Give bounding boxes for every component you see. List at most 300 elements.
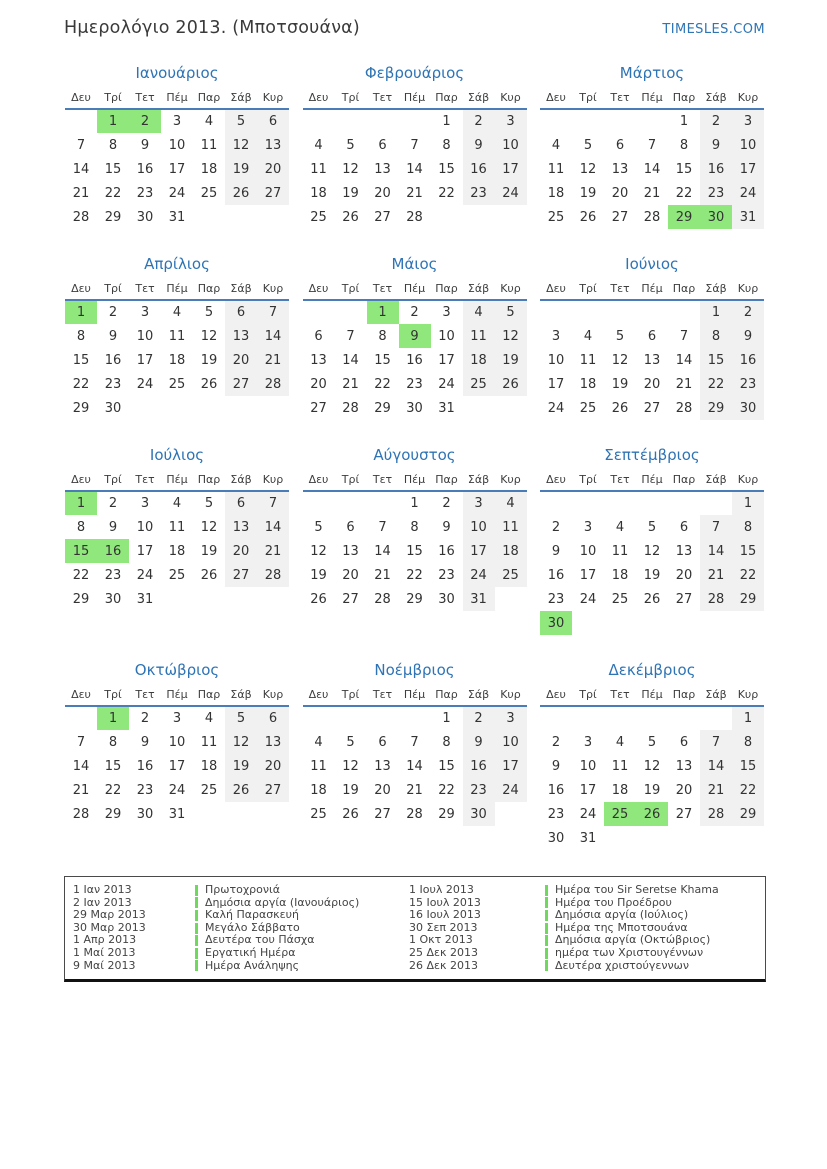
day-cell: 31 [579,830,597,846]
weekday-header: Παρ [193,89,225,109]
day-cell: 27 [225,563,257,587]
legend-holiday-label: Δημόσια αργία (Ιανουάριος) [205,895,360,909]
day-cell: 29 [732,802,764,826]
holiday-marker-icon [195,897,198,908]
day-cell: 7 [257,300,289,324]
day-cell: 4 [495,491,527,515]
holiday-marker-icon [195,935,198,946]
weekday-header: Τετ [129,471,161,491]
weekday-header: Κυρ [257,280,289,300]
day-cell: 3 [172,711,182,726]
legend-date: 16 Ιουλ 2013 [409,908,481,922]
weekday-header: Σάβ [463,280,495,300]
legend-date: 30 Μαρ 2013 [73,920,146,934]
month-table [303,280,527,420]
day-cell: 11 [200,137,218,153]
month-title: Νοέμβριος [374,661,455,679]
day-cell-empty [225,587,257,611]
day-cell: 29 [406,591,423,607]
legend-holiday-name [545,960,759,973]
weekday-header: Παρ [431,280,463,300]
day-cell: 8 [108,137,118,153]
day-cell-empty [303,109,335,133]
day-cell: 17 [168,758,186,774]
day-cell: 24 [168,185,186,201]
day-cell: 4 [551,137,561,153]
day-cell: 22 [700,372,732,396]
day-cell: 20 [225,348,257,372]
day-cell: 16 [438,543,455,559]
day-cell: 8 [76,328,86,344]
holiday-marker-icon [195,885,198,896]
day-cell: 13 [611,161,629,177]
day-cell-empty [572,611,604,635]
day-cell-empty [463,396,495,420]
day-cell: 13 [225,324,257,348]
day-cell: 27 [675,806,693,822]
day-cell: 4 [463,300,495,324]
day-cell-empty [636,491,668,515]
day-cell: 16 [463,157,495,181]
day-cell: 12 [310,543,327,559]
day-cell: 4 [583,328,593,344]
weekday-header: Τετ [367,686,399,706]
weekday-header: Τρί [572,89,604,109]
day-cell-empty [540,491,572,515]
day-cell: 28 [406,806,423,822]
day-cell: 16 [700,157,732,181]
day-cell-empty [604,109,636,133]
weekday-header: Πέμ [636,686,668,706]
weekday-header: Τετ [367,89,399,109]
weekday-header: Πέμ [636,89,668,109]
day-cell: 25 [310,209,327,225]
day-cell: 30 [406,400,423,416]
weekday-header: Τετ [604,686,636,706]
day-cell: 22 [675,185,693,201]
day-cell: 9 [108,328,118,344]
day-cell: 2 [551,734,561,750]
day-cell: 1 [97,109,129,133]
month-3 [539,64,765,229]
day-cell: 29 [700,396,732,420]
day-cell-empty [335,491,367,515]
day-cell: 6 [346,519,355,535]
day-cell: 5 [204,496,214,511]
day-cell: 2 [410,305,419,320]
day-cell: 28 [700,802,732,826]
day-cell: 26 [636,802,668,826]
weekday-header: Δευ [540,89,572,109]
weekday-header: Παρ [193,471,225,491]
day-cell: 11 [579,352,597,368]
day-cell: 21 [72,782,90,798]
day-cell: 6 [647,328,657,344]
day-cell: 10 [136,519,154,535]
day-cell: 24 [136,567,154,583]
month-title: Ιούνιος [625,255,679,273]
day-cell-empty [540,300,572,324]
day-cell: 5 [346,734,355,750]
day-cell-empty [399,109,431,133]
weekday-header: Πέμ [399,280,431,300]
day-cell: 10 [579,758,597,774]
day-cell: 24 [495,778,527,802]
day-cell: 19 [643,782,661,798]
day-cell: 4 [204,114,214,129]
day-cell-empty [540,109,572,133]
weekday-header: Σάβ [225,471,257,491]
weekday-header: Κυρ [732,686,764,706]
weekday-header: Τετ [367,471,399,491]
holiday-marker-icon [545,897,548,908]
day-cell: 27 [342,591,359,607]
day-cell: 28 [643,209,661,225]
day-cell: 22 [72,376,90,392]
day-cell: 20 [643,376,661,392]
day-cell: 18 [200,161,218,177]
day-cell: 1 [700,300,732,324]
day-cell: 29 [668,205,700,229]
day-cell: 22 [406,567,423,583]
weekday-header: Κυρ [257,686,289,706]
weekday-header: Παρ [431,89,463,109]
day-cell: 14 [342,352,359,368]
day-cell: 11 [168,328,186,344]
day-cell: 22 [732,563,764,587]
day-cell: 9 [442,519,451,535]
day-cell: 26 [310,591,327,607]
legend-holiday-label: ημέρα των Χριστουγέννων [555,945,704,959]
day-cell-empty [399,706,431,730]
day-cell: 9 [700,133,732,157]
legend-holiday-label: Ημέρα του Προέδρου [555,895,672,909]
weekday-header: Δευ [65,686,97,706]
day-cell: 9 [463,133,495,157]
day-cell: 20 [225,539,257,563]
day-cell: 5 [495,300,527,324]
day-cell: 28 [406,209,423,225]
day-cell: 1 [367,300,399,324]
day-cell: 16 [97,539,129,563]
month-title: Ιούλιος [149,446,205,464]
holiday-marker-icon [545,910,548,921]
day-cell: 22 [438,782,455,798]
legend-holiday-name [545,947,759,960]
day-cell-empty [495,802,527,826]
holiday-marker-icon [545,935,548,946]
weekday-header: Κυρ [495,89,527,109]
day-cell: 2 [551,519,561,535]
day-cell: 5 [346,137,355,153]
day-cell: 12 [225,730,257,754]
day-cell: 21 [72,185,90,201]
month-8 [302,446,528,611]
legend-column-left [73,884,403,972]
day-cell: 12 [342,161,359,177]
day-cell-empty [335,300,367,324]
day-cell: 1 [410,496,419,511]
day-cell: 24 [547,400,565,416]
day-cell-empty [367,109,399,133]
day-cell-empty [572,109,604,133]
day-cell-empty [572,706,604,730]
day-cell: 15 [104,161,122,177]
day-cell: 24 [136,376,154,392]
day-cell: 30 [463,802,495,826]
month-table [65,89,289,229]
day-cell: 25 [168,567,186,583]
weekday-header: Κυρ [257,89,289,109]
day-cell: 12 [225,133,257,157]
month-6 [539,255,765,420]
day-cell: 21 [406,185,423,201]
day-cell: 12 [495,324,527,348]
day-cell: 18 [310,782,327,798]
day-cell: 25 [604,802,636,826]
day-cell: 16 [406,352,423,368]
weekday-header: Παρ [668,280,700,300]
day-cell: 9 [551,543,561,559]
day-cell: 30 [136,806,154,822]
day-cell-empty [193,587,225,611]
page-title: Ημερολόγιο 2013. (Μποτσουάνα) [64,18,360,38]
day-cell: 14 [406,758,423,774]
day-cell: 2 [463,706,495,730]
day-cell: 3 [140,305,150,320]
day-cell: 31 [168,209,186,225]
day-cell: 19 [611,376,629,392]
day-cell: 7 [378,519,387,535]
day-cell: 27 [257,778,289,802]
day-cell: 8 [410,519,419,535]
day-cell: 4 [615,734,625,750]
day-cell: 31 [732,205,764,229]
day-cell: 10 [463,515,495,539]
day-cell: 17 [579,782,597,798]
day-cell: 24 [495,181,527,205]
day-cell: 22 [104,782,122,798]
day-cell: 15 [732,754,764,778]
day-cell: 10 [136,328,154,344]
day-cell: 9 [399,324,431,348]
month-title: Οκτώβριος [134,661,220,679]
day-cell: 19 [342,782,359,798]
weekday-header: Τετ [129,280,161,300]
day-cell: 18 [168,543,186,559]
day-cell: 1 [97,706,129,730]
day-cell-empty [604,491,636,515]
month-title: Σεπτέμβριος [604,446,700,464]
month-10 [64,661,290,826]
legend-holiday-label: Δευτέρα χριστούγεννων [555,958,689,972]
day-cell: 26 [643,591,661,607]
day-cell-empty [65,109,97,133]
day-cell: 11 [310,758,327,774]
day-cell: 9 [140,734,150,750]
legend-date: 26 Δεκ 2013 [409,958,478,972]
weekday-header: Σάβ [700,280,732,300]
month-title: Φεβρουάριος [364,64,465,82]
weekday-header: Κυρ [732,89,764,109]
day-cell: 5 [225,706,257,730]
day-cell: 20 [257,157,289,181]
day-cell: 7 [647,137,657,153]
day-cell: 1 [442,114,451,129]
day-cell: 28 [374,591,391,607]
day-cell: 25 [463,372,495,396]
month-table [65,471,289,611]
day-cell: 5 [647,734,657,750]
holiday-marker-icon [545,923,548,934]
month-table [303,471,527,611]
day-cell: 11 [495,515,527,539]
day-cell-empty [604,300,636,324]
day-cell-empty [636,300,668,324]
day-cell: 23 [700,181,732,205]
day-cell-empty [367,706,399,730]
day-cell: 1 [442,711,451,726]
day-cell: 31 [136,591,154,607]
day-cell: 29 [374,400,391,416]
day-cell: 9 [551,758,561,774]
day-cell-empty [668,491,700,515]
legend-holiday-label: Πρωτοχρονιά [205,883,281,896]
weekday-header: Πέμ [161,89,193,109]
weekday-header: Δευ [65,280,97,300]
day-cell: 12 [611,352,629,368]
day-cell: 17 [547,376,565,392]
day-cell: 4 [314,137,323,153]
weekday-header: Τρί [572,686,604,706]
weekday-header: Τετ [129,89,161,109]
day-cell: 13 [225,515,257,539]
day-cell: 15 [438,758,455,774]
weekday-header: Πέμ [399,471,431,491]
day-cell: 1 [65,491,97,515]
day-cell: 7 [76,734,86,750]
day-cell: 22 [72,567,90,583]
day-cell: 23 [463,778,495,802]
month-title: Ιανουάριος [135,64,219,82]
weekday-header: Πέμ [636,280,668,300]
month-table [540,471,764,635]
day-cell: 28 [72,209,90,225]
day-cell: 24 [579,806,597,822]
day-cell: 28 [257,372,289,396]
day-cell: 5 [314,519,323,535]
day-cell: 10 [495,730,527,754]
day-cell: 29 [732,587,764,611]
day-cell: 18 [310,185,327,201]
day-cell: 24 [579,591,597,607]
page-header [64,18,765,38]
month-table [540,280,764,420]
day-cell: 29 [72,400,90,416]
day-cell: 16 [547,567,565,583]
day-cell: 21 [643,185,661,201]
day-cell: 8 [700,324,732,348]
day-cell: 11 [168,519,186,535]
day-cell-empty [193,205,225,229]
day-cell: 8 [679,137,689,153]
day-cell: 25 [310,806,327,822]
day-cell: 21 [257,348,289,372]
day-cell-empty [257,396,289,420]
day-cell: 25 [611,591,629,607]
weekday-header: Παρ [668,686,700,706]
day-cell: 4 [615,519,625,535]
day-cell-empty [335,109,367,133]
day-cell: 14 [675,352,693,368]
day-cell-empty [303,300,335,324]
day-cell-empty [65,706,97,730]
day-cell: 9 [732,324,764,348]
day-cell: 12 [643,758,661,774]
day-cell: 6 [225,491,257,515]
day-cell: 3 [551,328,561,344]
day-cell: 30 [732,396,764,420]
day-cell-empty [668,826,700,850]
day-cell: 30 [700,205,732,229]
weekday-header: Δευ [303,89,335,109]
day-cell: 8 [442,734,451,750]
day-cell: 11 [611,758,629,774]
day-cell: 8 [442,137,451,153]
day-cell: 21 [406,782,423,798]
day-cell-empty [604,611,636,635]
weekday-header: Πέμ [161,686,193,706]
weekday-header: Σάβ [700,686,732,706]
day-cell: 15 [732,539,764,563]
day-cell-empty [303,491,335,515]
day-cell: 31 [168,806,186,822]
day-cell: 2 [732,300,764,324]
weekday-header: Τρί [335,89,367,109]
holiday-marker-icon [545,948,548,959]
day-cell: 20 [257,754,289,778]
day-cell: 9 [108,519,118,535]
day-cell: 26 [200,376,218,392]
legend-holiday-label: Δημόσια αργία (Οκτώβριος) [555,933,711,947]
weekday-header: Κυρ [495,280,527,300]
weekday-header: Κυρ [495,471,527,491]
site-logo-link[interactable]: TIMESLES.COM [662,22,765,37]
day-cell: 15 [700,348,732,372]
holiday-marker-icon [195,923,198,934]
month-12 [539,661,765,850]
day-cell: 14 [374,543,391,559]
legend-date: 1 Μαί 2013 [73,945,136,959]
holiday-marker-icon [195,948,198,959]
day-cell: 14 [700,754,732,778]
month-11 [302,661,528,826]
day-cell: 13 [342,543,359,559]
day-cell: 18 [495,539,527,563]
day-cell: 13 [310,352,327,368]
month-table [303,686,527,826]
day-cell: 26 [200,567,218,583]
day-cell: 23 [547,806,565,822]
day-cell: 8 [732,730,764,754]
day-cell: 19 [200,543,218,559]
day-cell-empty [495,205,527,229]
day-cell: 29 [438,806,455,822]
month-table [540,686,764,850]
legend-column-right [409,884,759,972]
day-cell-empty [572,491,604,515]
day-cell: 23 [463,181,495,205]
